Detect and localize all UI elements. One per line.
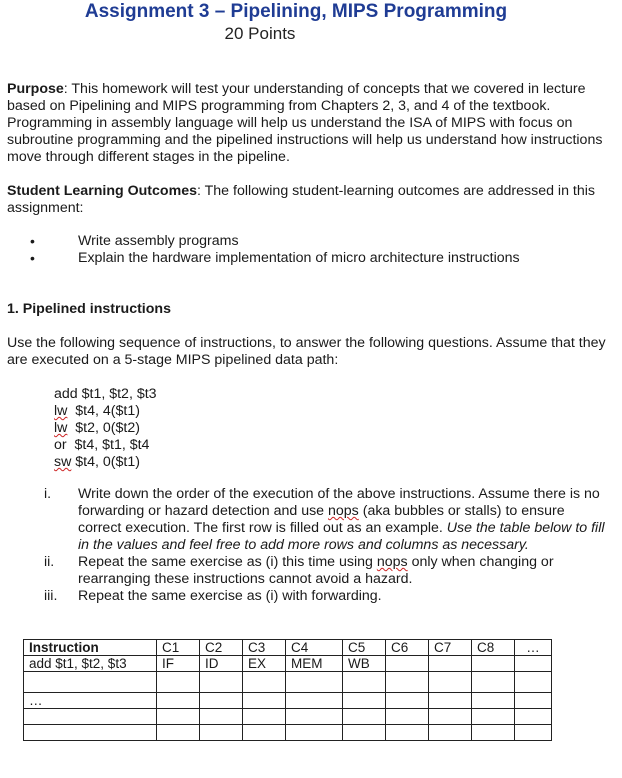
table-cell [515, 709, 552, 725]
table-cell [429, 709, 472, 725]
purpose-paragraph [7, 81, 613, 166]
question-item [30, 588, 610, 605]
outcomes-label: Student Learning Outcomes [7, 183, 197, 199]
purpose-label: Purpose [7, 81, 64, 97]
question-note: Use the table below to fill in the values and feel free to add more rows and columns as necessary. [78, 520, 605, 553]
outcome-item-text: Write assembly programs [78, 233, 239, 249]
table-cell: … [24, 693, 157, 709]
table-cell [429, 693, 472, 709]
code-args: $t2, 0($t2) [67, 420, 140, 436]
table-header-cell: Instruction [24, 640, 157, 656]
question-text: Write down the order of the execution of the above instructions. Assume there is no forwarding or hazard detection and use nops (aka bubbles or stalls) to ensure correct execution. The first row is filled out as an example. Use the table below to fill in the values and feel free to add more rows and columns as necessary. [78, 486, 605, 553]
table-cell: ID [200, 656, 243, 672]
table-cell [157, 672, 200, 693]
assignment-title: Assignment 3 – Pipelining, MIPS Programming [84, 1, 508, 22]
table-cell [386, 656, 429, 672]
code-line [54, 403, 157, 420]
table-cell [24, 672, 157, 693]
table-row [24, 725, 552, 741]
table-header-cell: C6 [386, 640, 429, 656]
table-cell: add $t1, $t2, $t3 [24, 656, 157, 672]
code-args: $t4, 4($t1) [67, 403, 140, 419]
table-cell [429, 656, 472, 672]
outcomes-list [30, 233, 590, 267]
table-cell [343, 672, 386, 693]
code-op: lw [54, 403, 68, 419]
table-cell [24, 709, 157, 725]
table-cell [200, 725, 243, 741]
table-cell [429, 725, 472, 741]
table-cell [515, 725, 552, 741]
table-cell [343, 709, 386, 725]
list-item [30, 233, 590, 250]
table-cell [515, 672, 552, 693]
bullet-icon: • [30, 233, 35, 249]
table-cell [386, 709, 429, 725]
table-cell: IF [157, 656, 200, 672]
purpose-text: : This homework will test your understanding of concepts that we covered in lecture based on Pipelining and MIPS programming from Chapters 2, 3, and 4 of the textbook. Programming in assembly language will help us understand the ISA of MIPS with focus on subroutine programming and the pipelined instructions will help us understand how instructions move through different stages in the pipeline. [7, 81, 603, 165]
table-row [24, 693, 552, 709]
table-cell [243, 693, 286, 709]
table-cell [157, 693, 200, 709]
table-cell [243, 672, 286, 693]
section-intro: Use the following sequence of instructions, to answer the following questions. Assume that they are executed on a 5-stage MIPS pipelined data path: [7, 335, 606, 368]
table-cell [472, 709, 515, 725]
table-cell: EX [243, 656, 286, 672]
question-text: Repeat the same exercise as (i) this time using nops only when changing or rearranging these instructions cannot avoid a hazard. [78, 554, 554, 587]
pipeline-table [23, 639, 552, 741]
table-header-cell: C7 [429, 640, 472, 656]
table-cell [515, 693, 552, 709]
code-args: $t4, $t1, $t4 [66, 437, 150, 453]
table-cell [343, 693, 386, 709]
table-cell [386, 693, 429, 709]
list-item [30, 250, 590, 267]
code-op: lw [54, 420, 68, 436]
table-cell [243, 725, 286, 741]
table-header-cell: C4 [286, 640, 343, 656]
table-cell [200, 693, 243, 709]
table-cell [386, 672, 429, 693]
outcomes-text: : The following student-learning outcomes are addressed in this assignment: [7, 183, 595, 216]
table-cell [200, 709, 243, 725]
table-cell [472, 725, 515, 741]
question-list [30, 486, 610, 605]
table-cell [243, 709, 286, 725]
nops-term: nops [328, 503, 359, 519]
table-header-cell: C8 [472, 640, 515, 656]
table-cell [429, 672, 472, 693]
table-cell [24, 725, 157, 741]
code-line [54, 437, 157, 454]
table-cell: MEM [286, 656, 343, 672]
table-header-cell: … [515, 640, 552, 656]
bullet-icon: • [30, 250, 35, 266]
outcomes-paragraph [7, 183, 613, 217]
code-op: add [54, 386, 78, 402]
code-op: sw [54, 454, 72, 470]
table-header-row [24, 640, 552, 656]
table-cell [386, 725, 429, 741]
table-header-cell: C3 [243, 640, 286, 656]
points-subtitle: 20 Points [224, 24, 296, 43]
table-cell [515, 656, 552, 672]
question-number: i. [44, 486, 52, 502]
code-line [54, 454, 157, 471]
code-args: $t1, $t2, $t3 [77, 386, 157, 402]
table-row [24, 656, 552, 672]
table-cell: WB [343, 656, 386, 672]
question-item [30, 486, 610, 554]
table-cell [157, 709, 200, 725]
table-cell [157, 725, 200, 741]
table-row [24, 672, 552, 693]
question-item [30, 554, 610, 588]
question-number: iii. [44, 588, 58, 604]
table-cell [472, 693, 515, 709]
code-line [54, 420, 157, 437]
table-cell [343, 725, 386, 741]
table-cell [286, 693, 343, 709]
table-header-cell: C5 [343, 640, 386, 656]
outcome-item-text: Explain the hardware implementation of micro architecture instructions [78, 250, 520, 266]
table-cell [286, 672, 343, 693]
code-listing [54, 386, 157, 471]
table-header-cell: C2 [200, 640, 243, 656]
code-op: or [54, 437, 67, 453]
table-cell [472, 656, 515, 672]
code-line [54, 386, 157, 403]
section-heading: 1. Pipelined instructions [7, 301, 171, 317]
code-args: $t4, 0($t1) [71, 454, 140, 470]
table-header-cell: C1 [157, 640, 200, 656]
question-text: Repeat the same exercise as (i) with forwarding. [78, 588, 382, 604]
table-cell [286, 709, 343, 725]
table-cell [472, 672, 515, 693]
nops-term: nops [376, 554, 408, 570]
question-number: ii. [44, 554, 55, 570]
table-cell [200, 672, 243, 693]
table-row [24, 709, 552, 725]
table-cell [286, 725, 343, 741]
